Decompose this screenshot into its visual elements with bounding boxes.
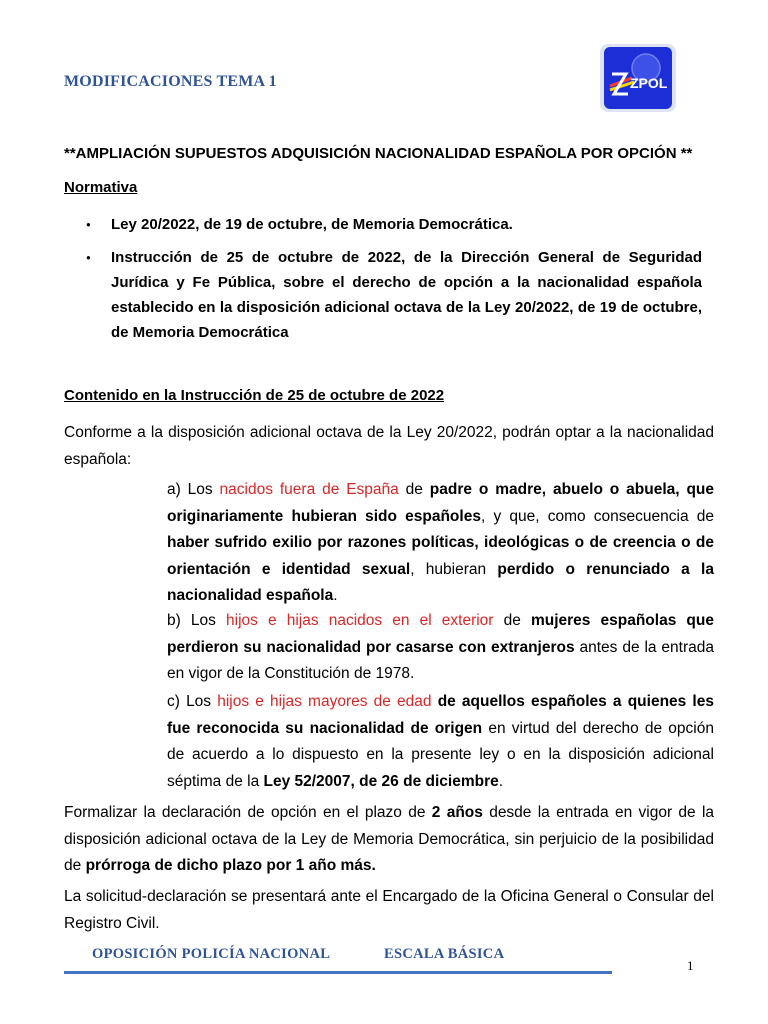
clause-c: c) Los hijos e hijas mayores de edad de aquellos españoles a quienes les fue reconocida su nacionalidad de origen en virtud del derecho de opción de acuerdo a lo dispuesto en la presente ley o en la disposición adicional séptima de la Ley 52/2007, de 26 de diciembre. — [167, 693, 714, 790]
plazo-paragraph: Formalizar la declaración de opción en el plazo de 2 años desde la entrada en vigor de la disposición adicional octava de la Ley de Memoria Democrática, sin perjuicio de la posibilidad de prórroga de dicho plazo por 1 año más. — [64, 804, 715, 874]
normativa-item: ● Instrucción de 25 de octubre de 2022, de la Dirección General de Seguridad Jurídica y Fe Pública, sobre el derecho de opción a la nacionalidad española establecido en la disposición adicional octava de la Ley 20/2022, de 19 de octubre, de Memoria Democrática — [86, 245, 702, 345]
page-number: 1 — [687, 958, 694, 973]
normativa-label: Normativa — [64, 179, 138, 196]
logo-text: ZPOL — [630, 75, 668, 91]
solicitud-paragraph: La solicitud-declaración se presentará ante el Encargado de la Oficina General o Consular del Registro Civil. — [64, 888, 714, 932]
footer-left: OPOSICIÓN POLICÍA NACIONAL — [92, 946, 331, 962]
clause-a: a) Los nacidos fuera de España de padre o madre, abuelo o abuela, que originariamente hubieran sido españoles, y que, como consecuencia de haber sufrido exilio por razones políticas, ideológicas o de creencia o de orientación e identidad sexual, hubieran perdido o renunciado a la nacionalidad española. — [167, 481, 715, 604]
clause-b: b) Los hijos e hijas nacidos en el exterior de mujeres españolas que perdieron su nacionalidad por casarse con extranjeros antes de la entrada en vigor de la Constitución de 1978. — [167, 612, 714, 682]
zpol-logo — [596, 42, 680, 114]
footer-rule — [64, 971, 612, 974]
intro-paragraph: Conforme a la disposición adicional octava de la Ley 20/2022, podrán optar a la nacionalidad española: — [64, 424, 714, 468]
footer-right: ESCALA BÁSICA — [384, 946, 505, 962]
document-header-title: MODIFICACIONES TEMA 1 — [64, 73, 277, 90]
normativa-item: ● Ley 20/2022, de 19 de octubre, de Memoria Democrática. — [86, 212, 702, 237]
section-heading: **AMPLIACIÓN SUPUESTOS ADQUISICIÓN NACIONALIDAD ESPAÑOLA POR OPCIÓN ** — [64, 145, 693, 162]
normativa-list — [86, 212, 702, 353]
contenido-label: Contenido en la Instrucción de 25 de octubre de 2022 — [64, 387, 445, 404]
